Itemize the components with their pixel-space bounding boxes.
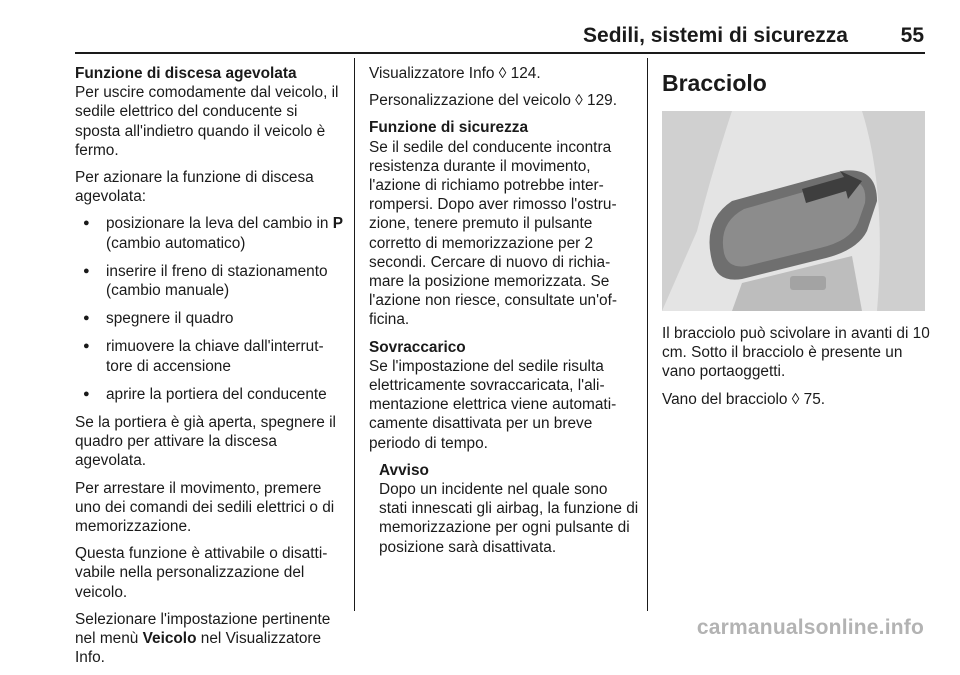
page-number: 55 — [900, 24, 924, 47]
paragraph-armrest-slide: Il bracciolo può scivolare in avanti di 10 cm. Sotto il bracciolo è presente un vano portaoggetti. — [662, 325, 930, 381]
header-rule — [75, 52, 925, 54]
steps-list — [75, 214, 343, 404]
list-item: ● spegnere il quadro — [75, 309, 343, 328]
section-title-armrest: Bracciolo — [662, 70, 767, 96]
paragraph-safety: Se il sedile del conducente incontra resistenza durante il movimento, l'azione di richiamo potrebbe interrompersi. Dopo aver rimosso l'ostruzione, tenere premuto il pulsante corretto di memorizzazione per 2 secondi. Cercare di nuovo di richiamare la posizione memorizzata. Se l'azione non riesce, consultate un'officina. — [369, 138, 618, 329]
column-3 — [662, 64, 930, 417]
section-heading-safety: Funzione di sicurezza — [369, 119, 529, 137]
paragraph-overload: Se l'impostazione del sedile risulta elettricamente sovraccaricata, l'alimentazione elettrica viene automaticamente disattivata per un breve periodo di tempo. — [369, 357, 617, 452]
column-1 — [75, 64, 343, 675]
list-item: ● aprire la portiera del conducente — [75, 385, 343, 404]
list-item: ● inserire il freno di stazionamento (cambio manuale) — [75, 262, 343, 300]
running-header-title: Sedili, sistemi di sicurezza — [583, 24, 848, 47]
paragraph-activatable: Questa funzione è attivabile o disattivabile nella personalizzazione del veicolo. — [75, 545, 328, 601]
paragraph-steps-intro: Per azionare la funzione di discesa agevolata: — [75, 169, 314, 206]
note-title: Avviso — [379, 461, 429, 479]
paragraph-intro: Per uscire comodamente dal veicolo, il sedile elettrico del conducente si sposta all'indietro quando il veicolo è fermo. — [75, 84, 339, 159]
reference-info-display: Visualizzatore Info ◊ 124. — [369, 65, 541, 82]
section-heading-easy-exit: Funzione di discesa agevolata — [75, 65, 297, 82]
armrest-photo — [662, 111, 925, 311]
list-item: ● rimuovere la chiave dall'interruttore di accensione — [75, 337, 343, 375]
paragraph-select-setting: Selezionare l'impostazione pertinente nel menù Veicolo nel Visualizzatore Info. — [75, 610, 331, 667]
column-2 — [369, 64, 639, 565]
note-text: Dopo un incidente nel quale sono stati innescati gli airbag, la funzione di memorizzazione per ogni pulsante di posizione sarà disattivata. — [379, 481, 639, 556]
column-divider-1 — [354, 58, 355, 611]
reference-armrest-storage: Vano del bracciolo ◊ 75. — [662, 390, 826, 408]
list-item: ● posizionare la leva del cambio in P (cambio automatico) — [75, 214, 343, 252]
watermark: carmanualsonline.info — [696, 616, 924, 639]
paragraph-stop: Per arrestare il movimento, premere uno dei comandi dei sedili elettrici o di memorizzazione. — [75, 479, 335, 536]
reference-personalization: Personalizzazione del veicolo ◊ 129. — [369, 92, 618, 110]
section-heading-overload: Sovraccarico — [369, 338, 466, 356]
note-box — [379, 461, 639, 557]
column-divider-2 — [647, 58, 648, 611]
paragraph-open-door: Se la portiera è già aperta, spegnere il quadro per attivare la discesa agevolata. — [75, 414, 336, 470]
